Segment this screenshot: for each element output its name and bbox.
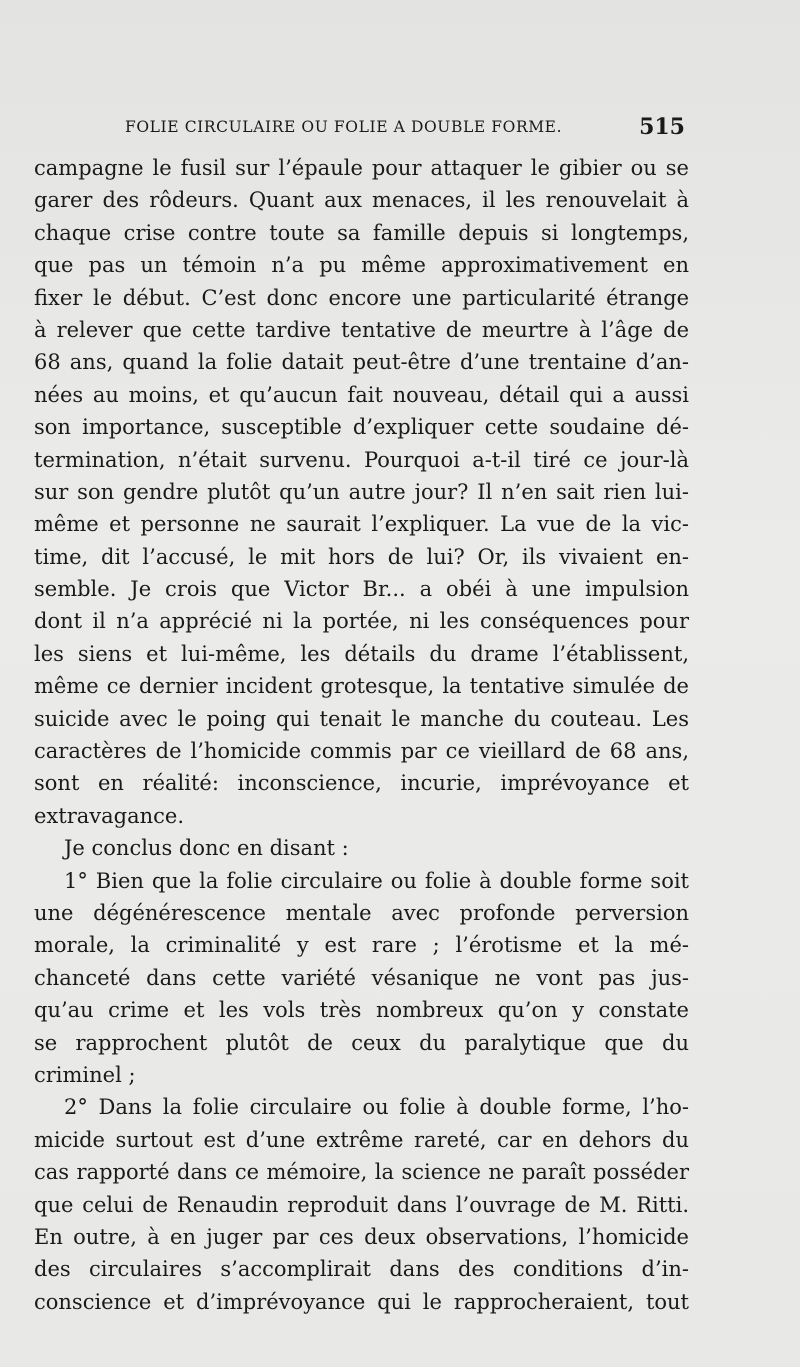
- text-line: 2° Dans la folie circulaire ou folie à double forme, l’ho-: [64, 1095, 689, 1120]
- text-line: chanceté dans cette variété vésanique ne vont pas jus-: [34, 965, 689, 990]
- text-line: termination, n’était survenu. Pourquoi a-t-il tiré ce jour-là: [34, 447, 689, 472]
- text-line: sont en réalité: inconscience, incurie, imprévoyance et: [34, 771, 689, 796]
- text-line: son importance, susceptible d’expliquer cette soudaine dé-: [34, 415, 689, 440]
- text-line: dont il n’a apprécié ni la portée, ni les conséquences pour: [34, 609, 689, 634]
- text-line: chaque crise contre toute sa famille depuis si longtemps,: [34, 220, 689, 245]
- text-line: 68 ans, quand la folie datait peut-être d’une trentaine d’an-: [34, 350, 689, 375]
- text-line: même ce dernier incident grotesque, la tentative simulée de: [34, 674, 689, 699]
- text-line: time, dit l’accusé, le mit hors de lui? Or, ils vivaient en-: [34, 544, 689, 569]
- text-line: morale, la criminalité y est rare ; l’érotisme et la mé-: [34, 933, 689, 958]
- text-line: fixer le début. C’est donc encore une particularité étrange: [34, 285, 689, 310]
- text-line: se rapprochent plutôt de ceux du paralytique que du: [34, 1030, 689, 1055]
- page-header: [125, 112, 685, 148]
- text-line: micide surtout est d’une extrême rareté, car en dehors du: [34, 1127, 689, 1152]
- text-line: nées au moins, et qu’aucun fait nouveau, détail qui a aussi: [34, 382, 689, 407]
- text-line: des circulaires s’accomplirait dans des conditions d’in-: [34, 1257, 689, 1282]
- body-text: [34, 152, 689, 1318]
- running-title: FOLIE CIRCULAIRE OU FOLIE A DOUBLE FORME.: [125, 118, 563, 136]
- text-line: criminel ;: [34, 1062, 136, 1087]
- page-number: 515: [639, 114, 685, 140]
- text-line: même et personne ne saurait l’expliquer. La vue de la vic-: [34, 512, 689, 537]
- text-line: que celui de Renaudin reproduit dans l’ouvrage de M. Ritti.: [34, 1192, 689, 1217]
- text-line: extravagance.: [34, 803, 185, 828]
- text-line: qu’au crime et les vols très nombreux qu’on y constate: [34, 998, 689, 1023]
- text-line: garer des rôdeurs. Quant aux menaces, il les renouvelait à: [34, 188, 689, 213]
- text-line: Je conclus donc en disant :: [64, 836, 349, 861]
- text-line: que pas un témoin n’a pu même approximativement en: [34, 253, 689, 278]
- text-line: une dégénérescence mentale avec profonde perversion: [34, 900, 689, 925]
- text-line: 1° Bien que la folie circulaire ou folie à double forme soit: [64, 868, 689, 893]
- text-line: cas rapporté dans ce mémoire, la science ne paraît posséder: [34, 1160, 689, 1185]
- text-line: les siens et lui-même, les détails du drame l’établissent,: [34, 641, 689, 666]
- text-line: En outre, à en juger par ces deux observations, l’homicide: [34, 1224, 689, 1249]
- text-line: sur son gendre plutôt qu’un autre jour? Il n’en sait rien lui-: [34, 479, 689, 504]
- text-line: semble. Je crois que Victor Br... a obéi à une impulsion: [34, 577, 689, 602]
- text-line: campagne le fusil sur l’épaule pour attaquer le gibier ou se: [34, 156, 689, 180]
- text-line: suicide avec le poing qui tenait le manche du couteau. Les: [34, 706, 689, 731]
- text-line: conscience et d’imprévoyance qui le rapprocheraient, tout: [34, 1289, 689, 1314]
- text-line: caractères de l’homicide commis par ce vieillard de 68 ans,: [34, 739, 689, 764]
- text-line: à relever que cette tardive tentative de meurtre à l’âge de: [34, 317, 689, 342]
